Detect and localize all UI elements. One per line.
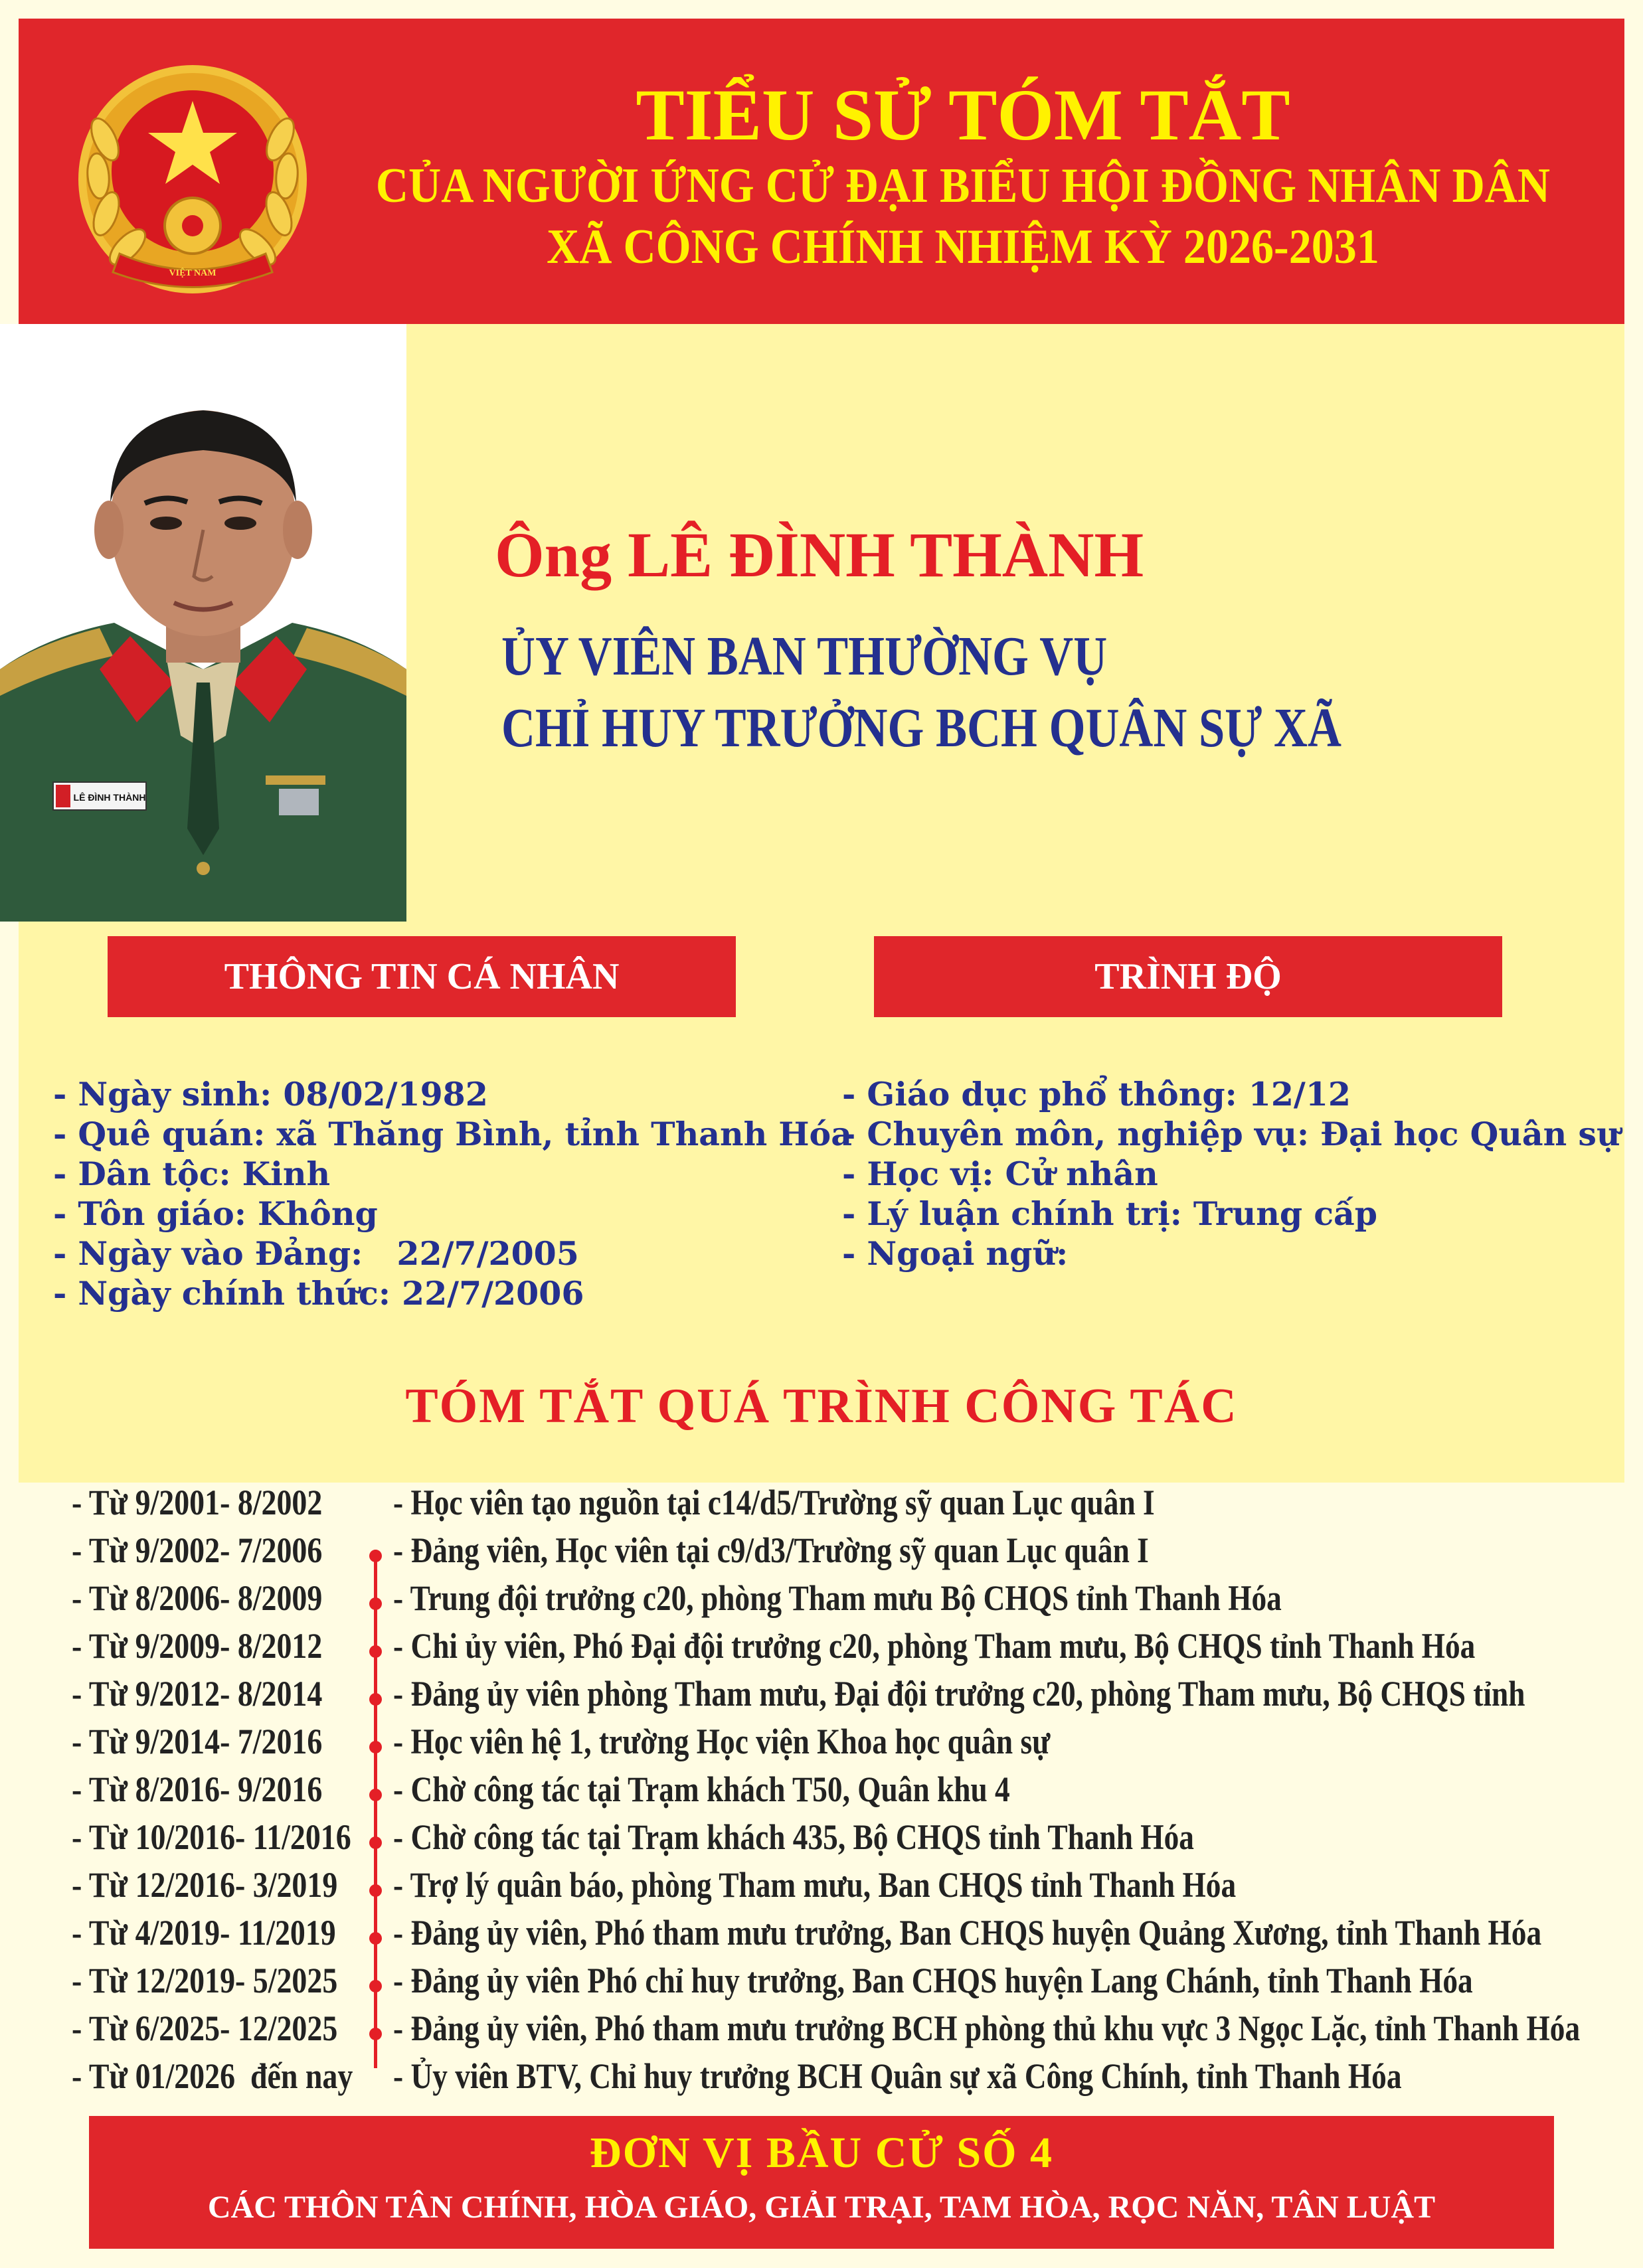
timeline-dot [369,1789,382,1801]
personal-info-item: - Ngày vào Đảng: 22/7/2005 [53,1234,579,1273]
timeline-period: - Từ 9/2009- 8/2012 [72,1626,323,1666]
candidate-position-2: CHỈ HUY TRƯỞNG BCH QUÂN SỰ XÃ [501,697,1341,759]
timeline-row [0,2008,1643,2056]
timeline-dot [369,1741,382,1753]
timeline-dot [369,1597,382,1610]
education-item: - Học vị: Cử nhân [842,1155,1158,1193]
timeline-description: - Đảng viên, Học viên tại c9/d3/Trường sỹ quan Lục quân I [393,1530,1149,1570]
timeline-period: - Từ 9/2014- 7/2016 [72,1722,323,1761]
timeline-dot [369,1980,382,1992]
timeline-description: - Đảng ủy viên Phó chỉ huy trưởng, Ban CHQS huyện Lang Chánh, tỉnh Thanh Hóa [393,1961,1473,2000]
education-item: - Giáo dục phổ thông: 12/12 [842,1075,1351,1113]
timeline-description: - Đảng ủy viên, Phó tham mưu trưởng BCH phòng thủ khu vực 3 Ngọc Lặc, tỉnh Thanh Hóa [393,2008,1581,2048]
timeline-dot [369,1645,382,1658]
timeline-description: - Trung đội trưởng c20, phòng Tham mưu Bộ CHQS tỉnh Thanh Hóa [393,1578,1282,1618]
education-heading: TRÌNH ĐỘ [874,936,1502,1017]
timeline-dot [369,1836,382,1849]
timeline-description: - Chờ công tác tại Trạm khách 435, Bộ CHQS tỉnh Thanh Hóa [393,1817,1194,1857]
personal-info-item: - Tôn giáo: Không [53,1194,378,1233]
timeline-description: - Đảng ủy viên phòng Tham mưu, Đại đội trưởng c20, phòng Tham mưu, Bộ CHQS tỉnh [393,1674,1525,1714]
timeline-row [0,1482,1643,1530]
document-subtitle-1: CỦA NGƯỜI ỨNG CỬ ĐẠI BIỂU HỘI ĐỒNG NHÂN DÂN [375,159,1551,213]
timeline-description: - Trợ lý quân báo, phòng Tham mưu, Ban CHQS tỉnh Thanh Hóa [393,1865,1237,1905]
document-subtitle-2: XÃ CÔNG CHÍNH NHIỆM KỲ 2026-2031 [547,220,1379,274]
candidate-name: Ông LÊ ĐÌNH THÀNH [495,519,1144,590]
timeline-description: - Ủy viên BTV, Chỉ huy trưởng BCH Quân sự xã Công Chính, tỉnh Thanh Hóa [393,2056,1402,2096]
timeline-period: - Từ 12/2016- 3/2019 [72,1865,338,1905]
work-history-heading: TÓM TẮT QUÁ TRÌNH CÔNG TÁC [405,1379,1238,1433]
candidate-position-1: ỦY VIÊN BAN THƯỜNG VỤ [501,625,1108,687]
electoral-unit-villages: CÁC THÔN TÂN CHÍNH, HÒA GIÁO, GIẢI TRẠI, TAM HÒA, RỌC NĂN, TÂN LUẬT [207,2190,1436,2225]
electoral-unit-banner [89,2116,1554,2249]
timeline-dot [369,1693,382,1706]
timeline-period: - Từ 01/2026 đến nay [72,2056,353,2096]
svg-text:VIỆT NAM: VIỆT NAM [169,268,216,278]
education-list [842,1074,1620,1273]
candidate-portrait-photo [0,324,406,922]
timeline-description: - Học viên hệ 1, trường Học viện Khoa học quân sự [393,1722,1051,1761]
timeline-period: - Từ 12/2019- 5/2025 [72,1961,338,2000]
timeline-row [0,1578,1643,1625]
timeline-row [0,1530,1643,1578]
timeline-period: - Từ 6/2025- 12/2025 [72,2008,338,2048]
timeline-period: - Từ 9/2002- 7/2006 [72,1530,323,1570]
timeline-dot [369,1550,382,1562]
timeline-description: - Chi ủy viên, Phó Đại đội trưởng c20, phòng Tham mưu, Bộ CHQS tỉnh Thanh Hóa [393,1626,1476,1666]
timeline-row [0,2056,1643,2103]
education-item: - Lý luận chính trị: Trung cấp [842,1194,1378,1233]
svg-text:LÊ ĐÌNH THÀNH: LÊ ĐÌNH THÀNH [73,792,146,803]
document-title: TIỂU SỬ TÓM TẮT [636,74,1290,155]
national-emblem-icon [73,60,312,299]
timeline-dot [369,2028,382,2040]
timeline-row [0,1960,1643,2008]
timeline-row [0,1912,1643,1960]
timeline-period: - Từ 9/2001- 8/2002 [72,1483,323,1522]
work-history-timeline [0,1482,1643,2113]
timeline-row [0,1864,1643,1912]
personal-info-item: - Ngày sinh: 08/02/1982 [53,1075,488,1113]
timeline-row [0,1721,1643,1769]
timeline-row [0,1673,1643,1721]
education-item: - Chuyên môn, nghiệp vụ: Đại học Quân sự [842,1115,1620,1153]
education-item: - Ngoại ngữ: [842,1234,1069,1273]
timeline-dot [369,1884,382,1897]
electoral-unit-title: ĐƠN VỊ BẦU CỬ SỐ 4 [590,2129,1053,2177]
timeline-row [0,1817,1643,1864]
personal-info-list [53,1074,852,1313]
timeline-description: - Chờ công tác tại Trạm khách T50, Quân khu 4 [393,1769,1010,1809]
timeline-period: - Từ 10/2016- 11/2016 [72,1817,351,1857]
timeline-dot [369,1932,382,1945]
timeline-row [0,1769,1643,1817]
personal-info-item: - Quê quán: xã Thăng Bình, tỉnh Thanh Hóa [53,1115,852,1153]
timeline-row [0,1625,1643,1673]
timeline-period: - Từ 8/2006- 8/2009 [72,1578,323,1618]
personal-info-heading: THÔNG TIN CÁ NHÂN [108,936,736,1017]
personal-info-item: - Ngày chính thức: 22/7/2006 [53,1274,584,1313]
timeline-period: - Từ 9/2012- 8/2014 [72,1674,323,1714]
timeline-description: - Đảng ủy viên, Phó tham mưu trưởng, Ban CHQS huyện Quảng Xương, tỉnh Thanh Hóa [393,1913,1542,1953]
timeline-period: - Từ 8/2016- 9/2016 [72,1769,323,1809]
timeline-description: - Học viên tạo nguồn tại c14/d5/Trường sỹ quan Lục quân I [393,1483,1155,1522]
timeline-period: - Từ 4/2019- 11/2019 [72,1913,336,1953]
personal-info-item: - Dân tộc: Kinh [53,1155,331,1193]
